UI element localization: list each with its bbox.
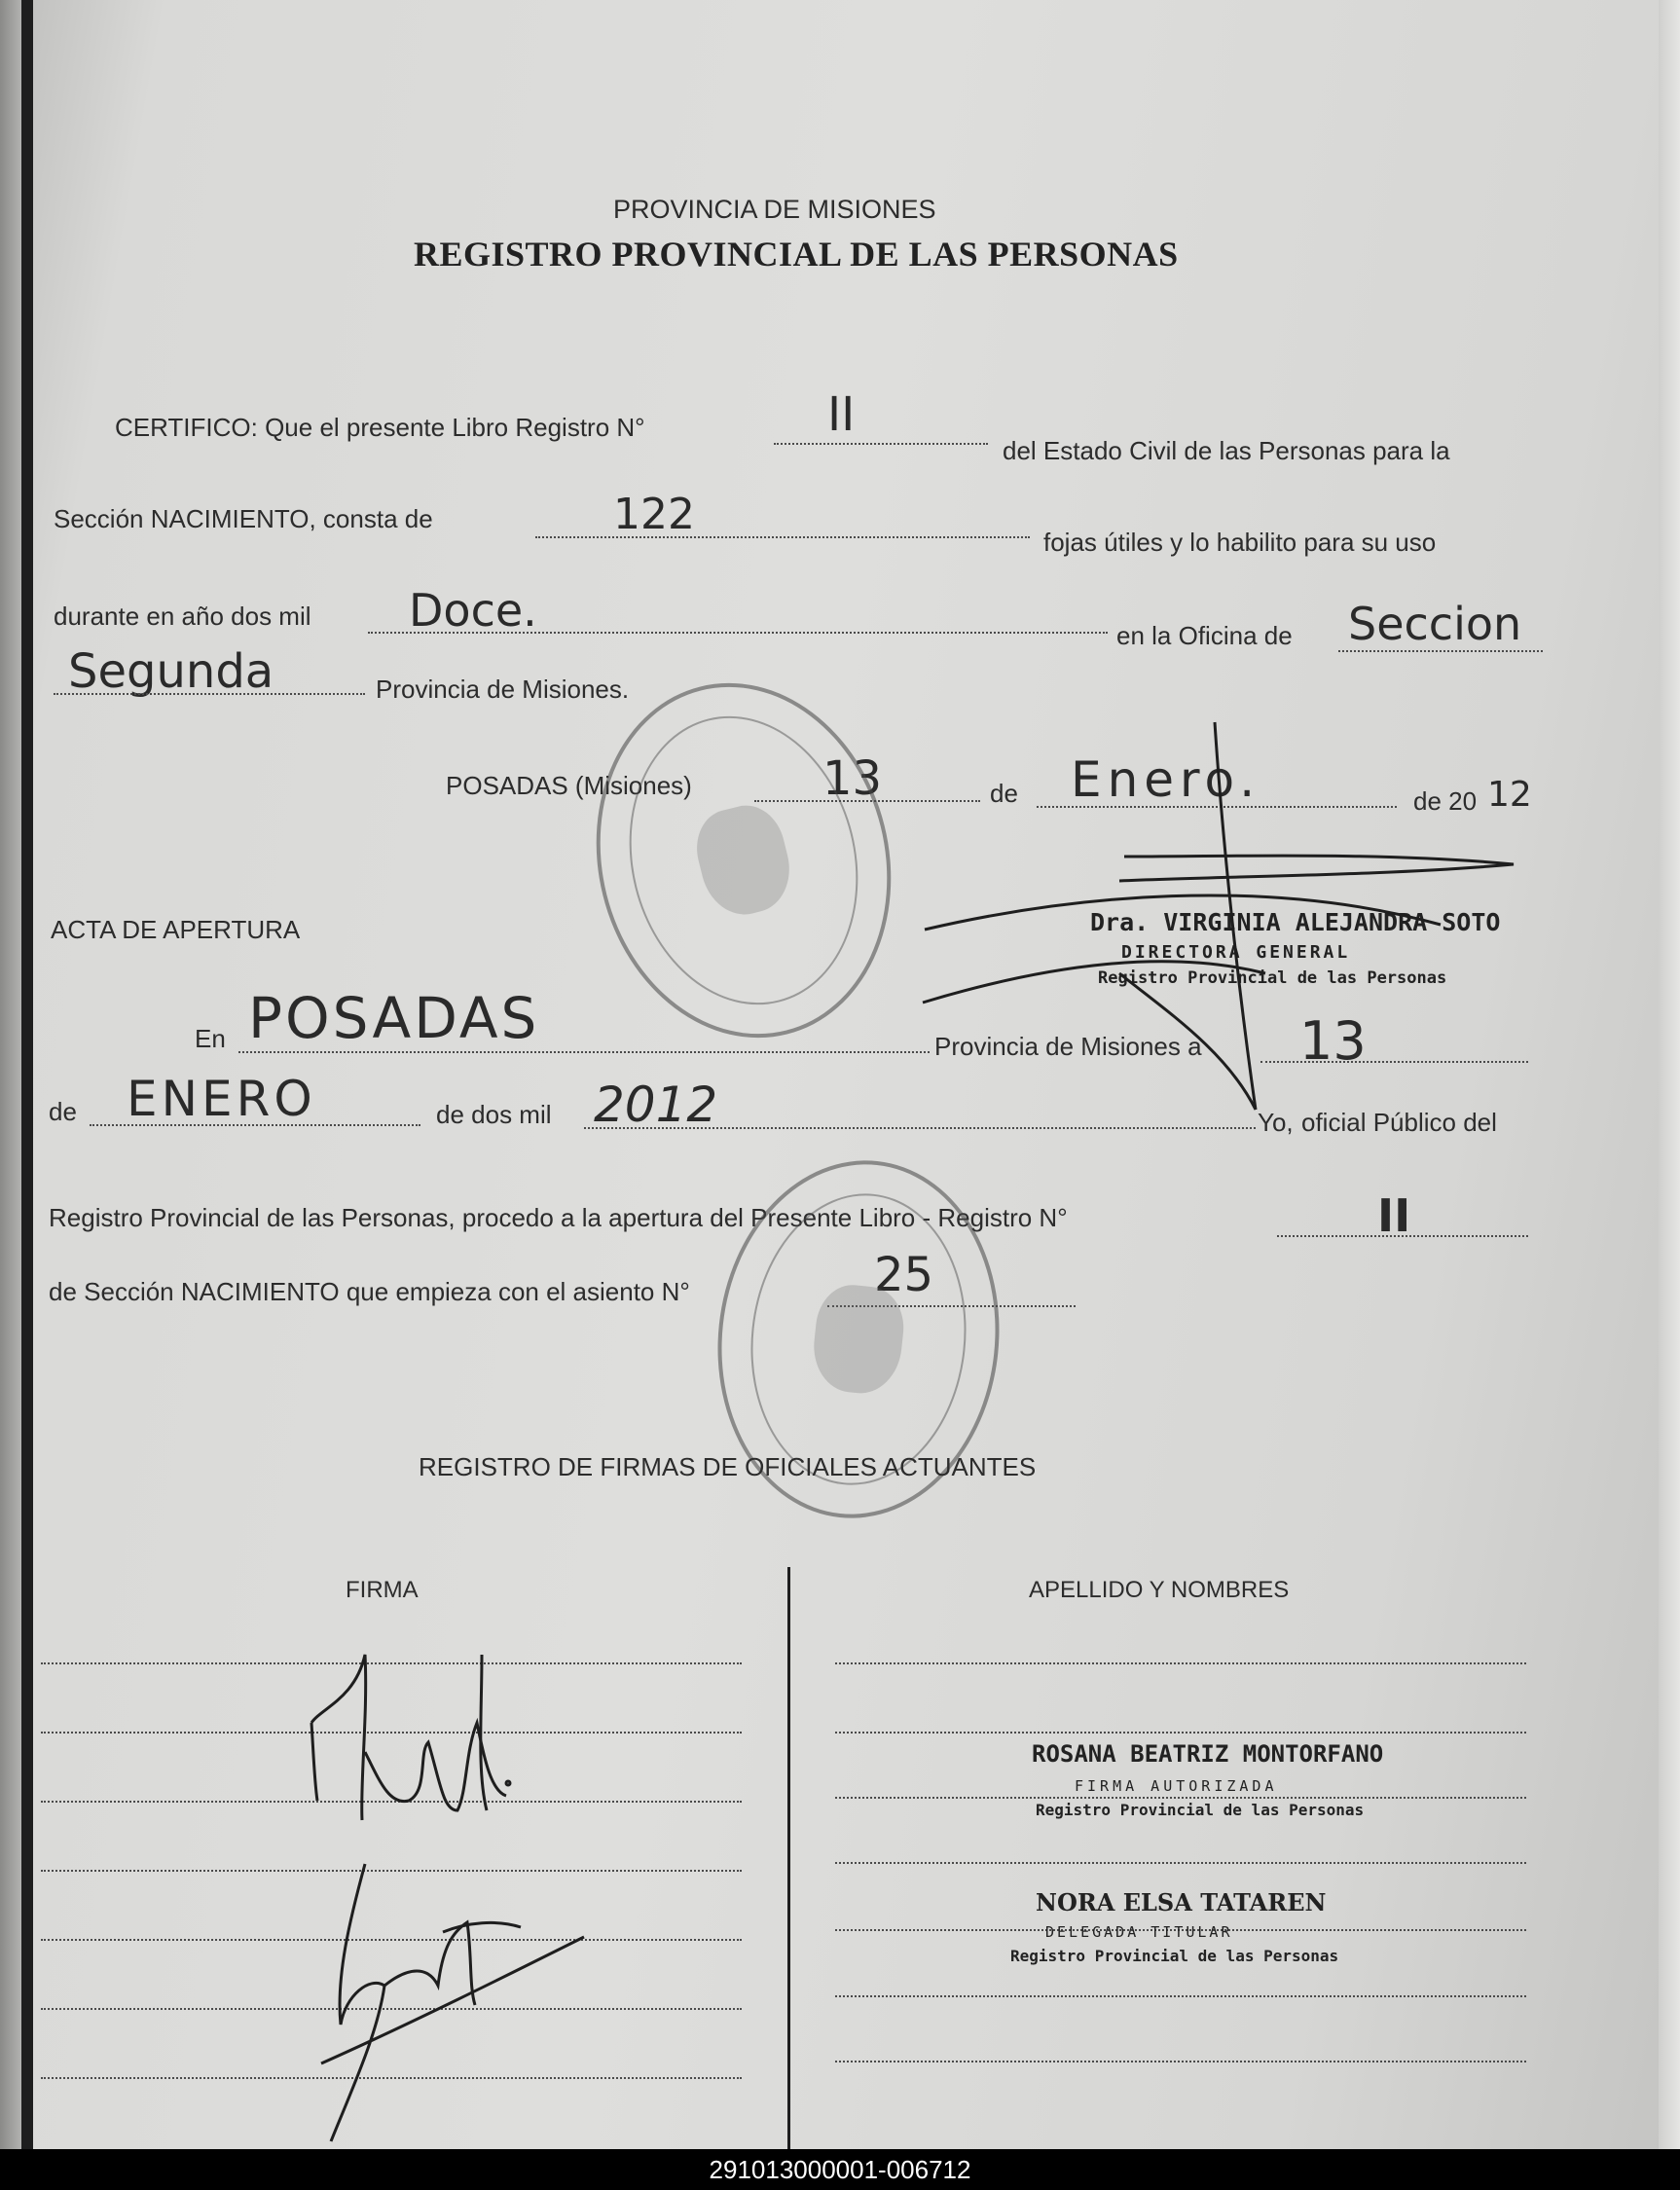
city-label: POSADAS (Misiones)	[446, 771, 692, 800]
cert-line4: Provincia de Misiones.	[376, 675, 630, 704]
document-id-bar	[0, 2149, 1680, 2190]
year-digits-handwritten: 12	[1487, 775, 1532, 815]
cert-line3-b: en la Oficina de	[1116, 621, 1293, 650]
acta-dos-mil: de dos mil	[436, 1100, 552, 1129]
registry-title: REGISTRO PROVINCIAL DE LAS PERSONAS	[414, 235, 1179, 274]
de-label: de	[990, 779, 1018, 808]
month-handwritten: Enero.	[1071, 751, 1261, 808]
officer-signature-1	[311, 1655, 510, 1820]
book-number-handwritten: II	[827, 387, 856, 442]
director-signature	[923, 722, 1514, 1110]
pages-handwritten: 122	[613, 490, 695, 539]
acta-line4: de Sección NACIMIENTO que empieza con el asiento N°	[49, 1277, 690, 1306]
official-2-name: NORA ELSA TATAREN	[1036, 1888, 1327, 1916]
acta-oficial: oficial Público del	[1301, 1108, 1497, 1137]
acta-heading: ACTA DE APERTURA	[51, 915, 301, 944]
acta-province-label: Provincia de Misiones a	[934, 1032, 1202, 1061]
acta-line3: Registro Provincial de las Personas, procedo a la apertura del Presente Libro - Registro N°	[49, 1203, 1068, 1232]
cert-line3-a: durante en año dos mil	[54, 602, 311, 631]
office-handwritten-b: Segunda	[68, 644, 274, 699]
province-heading: PROVINCIA DE MISIONES	[613, 195, 936, 224]
place-handwritten: POSADAS	[248, 985, 540, 1051]
acta-de: de	[49, 1097, 77, 1126]
cert-line2-a: Sección NACIMIENTO, consta de	[54, 504, 433, 533]
year-label: de 20	[1413, 786, 1478, 816]
entry-number-handwritten: 25	[874, 1248, 934, 1302]
official-1-org: Registro Provincial de las Personas	[1036, 1801, 1365, 1819]
director-title: DIRECTORA GENERAL	[1121, 942, 1351, 963]
year-word-handwritten: Doce.	[409, 584, 537, 637]
cert-line1-b: del Estado Civil de las Personas para la	[1003, 436, 1450, 465]
office-handwritten-a: Seccion	[1348, 598, 1522, 650]
acta-yo: Yo,	[1258, 1108, 1294, 1137]
acta-day-handwritten: 13	[1299, 1010, 1367, 1072]
acta-month-handwritten: ENERO	[127, 1071, 316, 1127]
document-id: 291013000001-006712	[709, 2155, 971, 2184]
officer-signature-2	[321, 1864, 584, 2141]
cert-line2-b: fojas útiles y lo habilito para su uso	[1043, 528, 1437, 557]
signatures-heading: REGISTRO DE FIRMAS DE OFICIALES ACTUANTES	[419, 1452, 1037, 1481]
director-org: Registro Provincial de las Personas	[1098, 968, 1447, 988]
acta-year-handwritten: 2012	[594, 1077, 718, 1133]
column-header-nombres: APELLIDO Y NOMBRES	[1029, 1577, 1290, 1603]
acta-en: En	[195, 1024, 226, 1053]
official-1-role: FIRMA AUTORIZADA	[1075, 1777, 1278, 1795]
official-1-name: ROSANA BEATRIZ MONTORFANO	[1032, 1740, 1384, 1768]
director-name: Dra. VIRGINIA ALEJANDRA SOTO	[1090, 908, 1501, 936]
column-header-firma: FIRMA	[346, 1577, 419, 1603]
official-2-role: DELEGADA TITULAR	[1045, 1923, 1233, 1941]
official-2-org: Registro Provincial de las Personas	[1010, 1947, 1339, 1965]
day-handwritten: 13	[822, 751, 883, 806]
acta-book-number-handwritten: II	[1377, 1189, 1411, 1242]
cert-line1-a: CERTIFICO: Que el presente Libro Registro N°	[115, 413, 645, 442]
